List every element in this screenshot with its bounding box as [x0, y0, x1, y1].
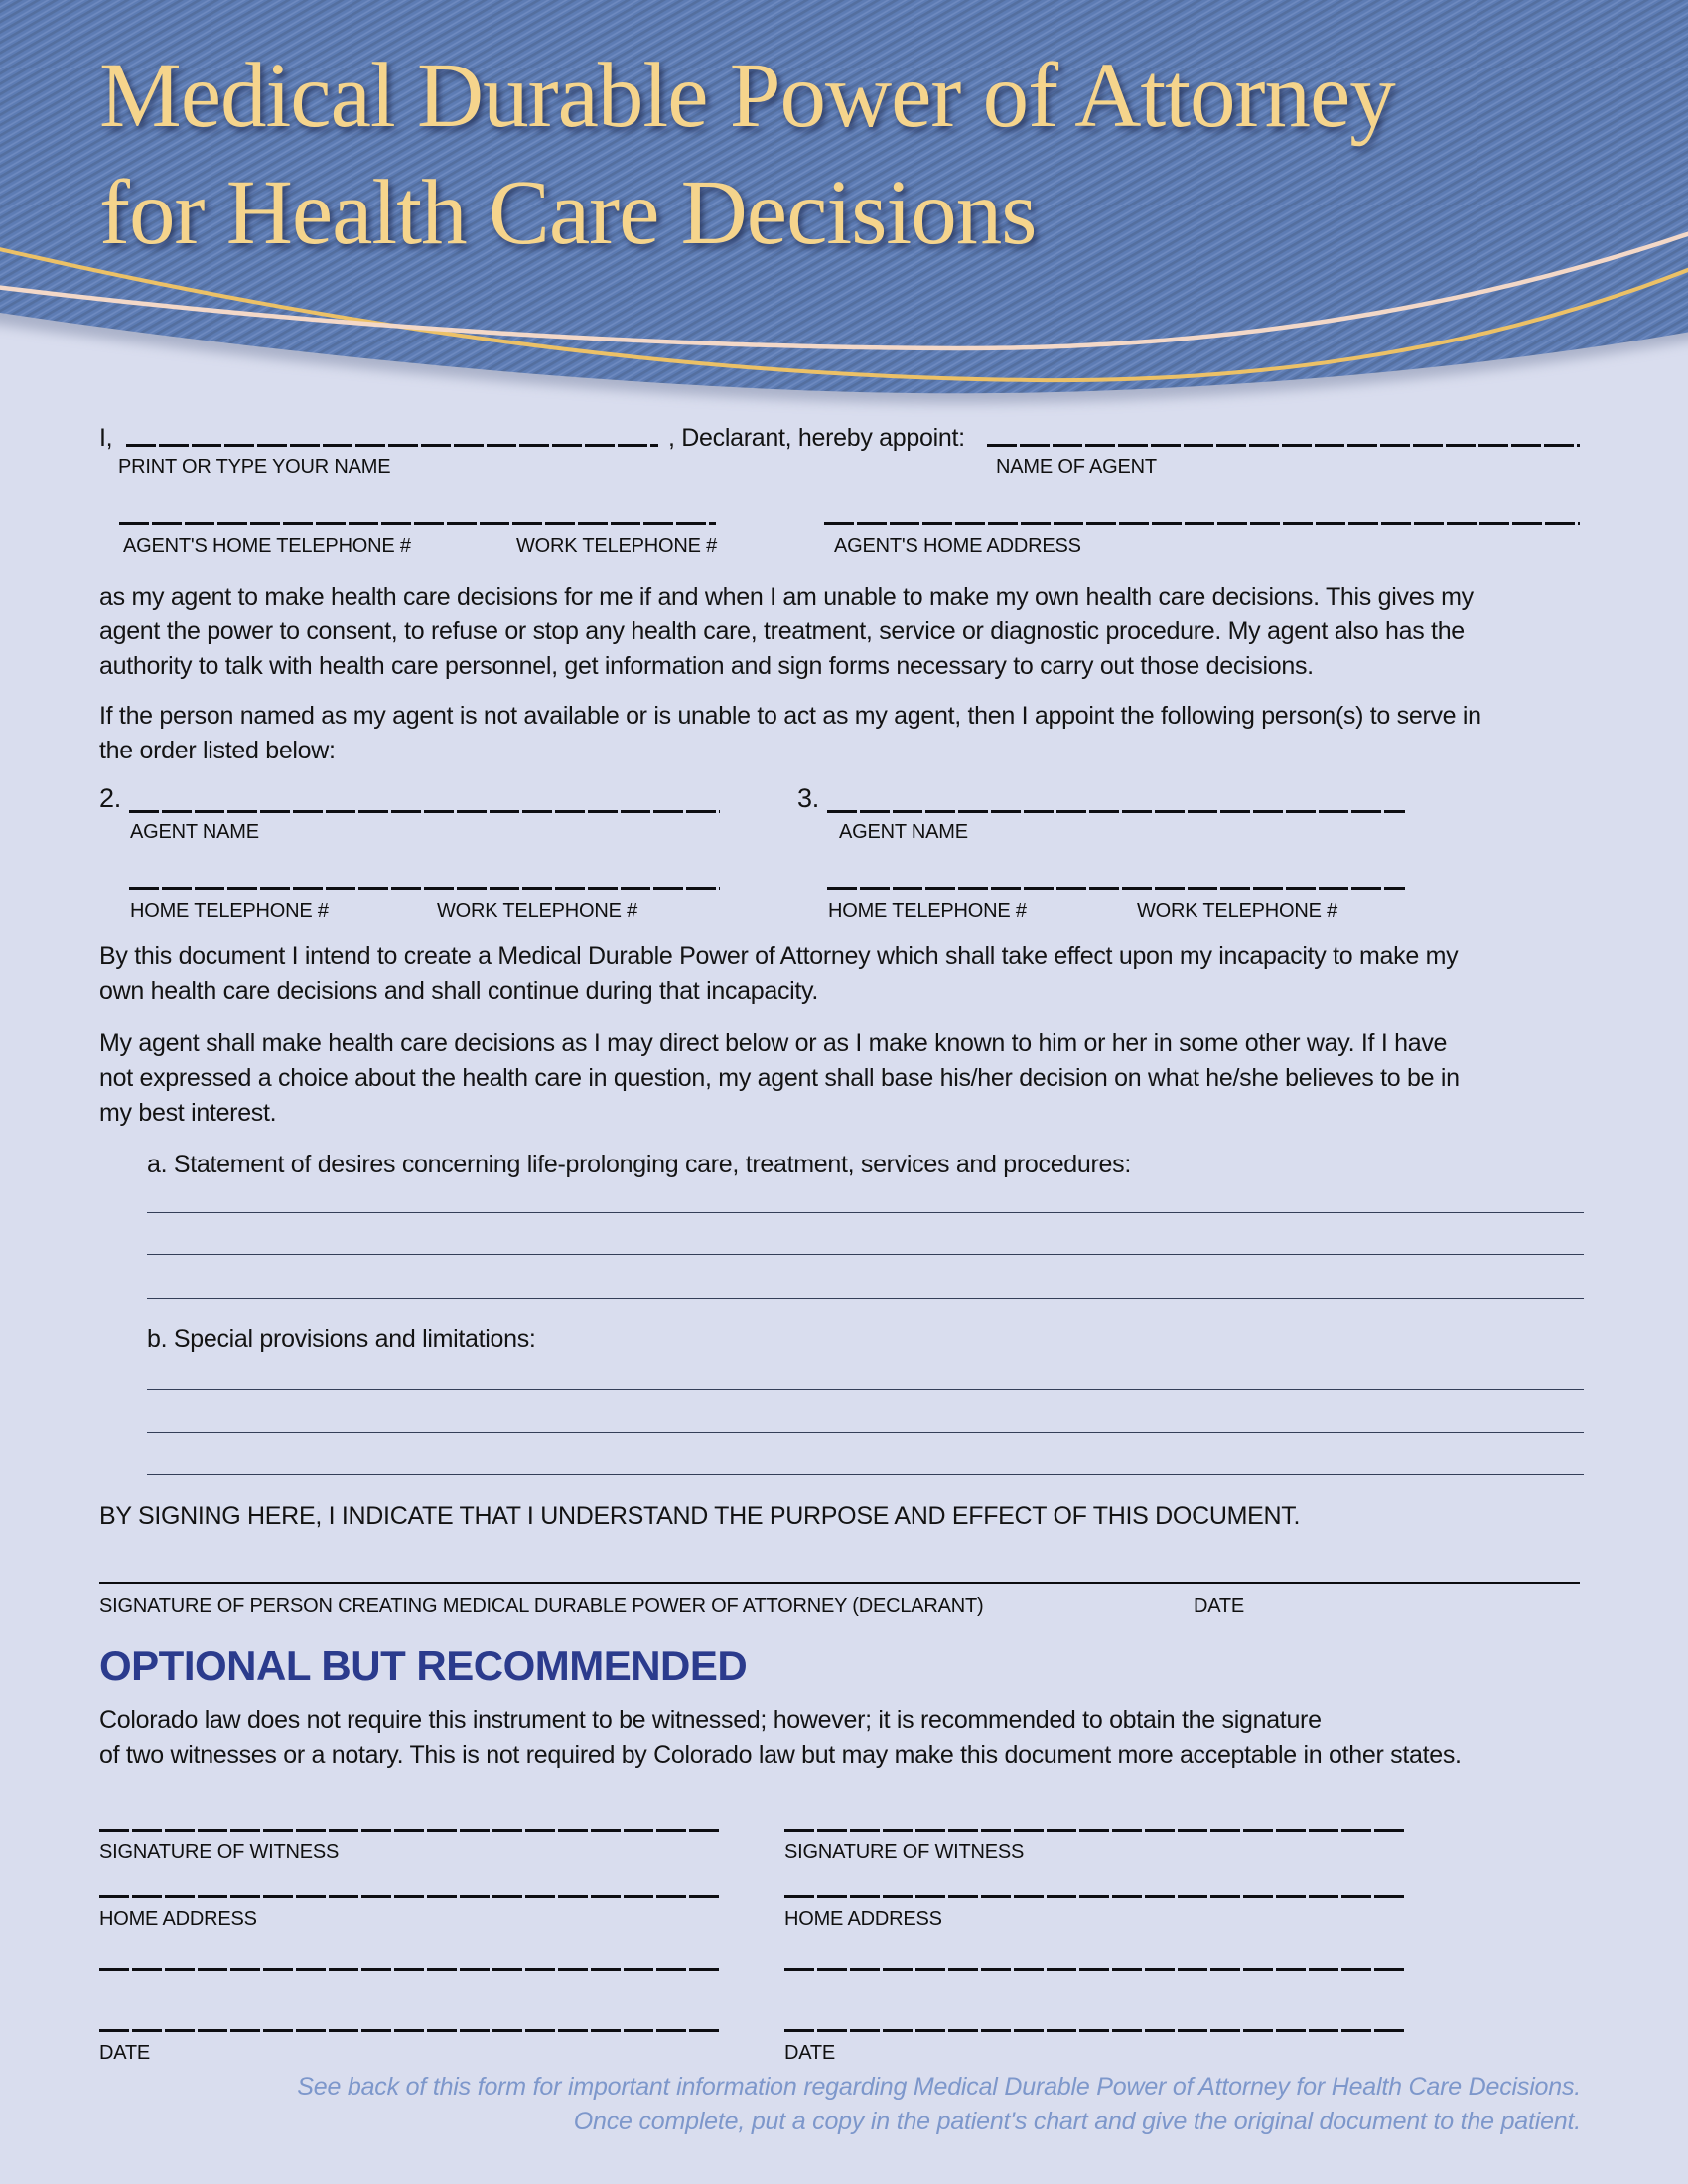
paragraph-line: If the person named as my agent is not available or is unable to act as my agent, then I appoint the following person(s) to serve in [99, 702, 1481, 730]
agent3-work-phone-label: WORK TELEPHONE # [1137, 900, 1338, 922]
agent3-phones-field[interactable] [827, 887, 1405, 890]
document-title-line1: Medical Durable Power of Attorney [99, 45, 1395, 147]
agent3-name-field[interactable] [827, 810, 1405, 813]
agent2-name-label: AGENT NAME [130, 821, 259, 843]
section-a-heading: a. Statement of desires concerning life-prolonging care, treatment, services and procedures: [147, 1151, 1131, 1178]
declarant-prefix: I, [99, 424, 113, 452]
witness1-address-label: HOME ADDRESS [99, 1908, 257, 1930]
witness1-address-field[interactable] [99, 1895, 720, 1898]
witness2-signature-label: SIGNATURE OF WITNESS [784, 1842, 1025, 1863]
paragraph-line: as my agent to make health care decisions for me if and when I am unable to make my own health care decisions. This gives my [99, 583, 1474, 611]
paragraph-successor-agents [99, 699, 1481, 768]
paragraph-line: authority to talk with health care personnel, get information and sign forms necessary to carry out those decisions. [99, 652, 1314, 680]
section-b-heading: b. Special provisions and limitations: [147, 1325, 536, 1353]
paragraph-line: of two witnesses or a notary. This is not required by Colorado law but may make this document more acceptable in other states. [99, 1741, 1462, 1769]
print-name-label: PRINT OR TYPE YOUR NAME [118, 456, 391, 478]
agent-address-field[interactable] [824, 522, 1580, 525]
agent-phones-field[interactable] [119, 522, 716, 525]
agent2-home-phone-label: HOME TELEPHONE # [130, 900, 329, 922]
agent-home-phone-label: AGENT'S HOME TELEPHONE # [123, 535, 411, 557]
witness2-address-label: HOME ADDRESS [784, 1908, 942, 1930]
agent3-home-phone-label: HOME TELEPHONE # [828, 900, 1027, 922]
witness1-address2-field[interactable] [99, 1968, 720, 1971]
witness2-address-field[interactable] [784, 1895, 1405, 1898]
signing-statement: BY SIGNING HERE, I INDICATE THAT I UNDERSTAND THE PURPOSE AND EFFECT OF THIS DOCUMENT. [99, 1502, 1301, 1530]
footer-line2: Once complete, put a copy in the patient's chart and give the original document to the patient. [573, 2108, 1581, 2135]
paragraph-line: agent the power to consent, to refuse or stop any health care, treatment, service or diagnostic procedure. My agent also has the [99, 617, 1465, 645]
agent2-work-phone-label: WORK TELEPHONE # [437, 900, 638, 922]
paragraph-line: By this document I intend to create a Medical Durable Power of Attorney which shall take effect upon my incapacity to make my [99, 942, 1459, 970]
witness1-date-label: DATE [99, 2042, 151, 2064]
declarant-signature-label: SIGNATURE OF PERSON CREATING MEDICAL DURABLE POWER OF ATTORNEY (DECLARANT) [99, 1595, 984, 1617]
agent-name-field[interactable] [987, 444, 1580, 447]
section-a-writing-line-1[interactable] [147, 1212, 1584, 1213]
footer-note [99, 2073, 1581, 2142]
section-b-writing-line-2[interactable] [147, 1432, 1584, 1433]
section-a-writing-line-2[interactable] [147, 1254, 1584, 1255]
declarant-signature-field[interactable] [99, 1582, 1580, 1584]
name-of-agent-label: NAME OF AGENT [996, 456, 1157, 478]
agent2-number: 2. [99, 783, 121, 813]
paragraph-decision-basis [99, 1026, 1460, 1131]
section-b-writing-line-3[interactable] [147, 1474, 1584, 1475]
witness1-signature-label: SIGNATURE OF WITNESS [99, 1842, 340, 1863]
agent-home-address-label: AGENT'S HOME ADDRESS [834, 535, 1081, 557]
witness2-address2-field[interactable] [784, 1968, 1405, 1971]
footer-line1: See back of this form for important information regarding Medical Durable Power of Attorney for Health Care Decisions. [297, 2073, 1581, 2101]
agent2-phones-field[interactable] [129, 887, 720, 890]
paragraph-line: Colorado law does not require this instrument to be witnessed; however; it is recommended to obtain the signature [99, 1706, 1322, 1734]
paragraph-line: not expressed a choice about the health care in question, my agent shall base his/her decision on what he/she believes to be in [99, 1064, 1460, 1092]
declarant-name-field[interactable] [126, 444, 658, 447]
paragraph-line: the order listed below: [99, 737, 336, 764]
section-b-writing-line-1[interactable] [147, 1389, 1584, 1390]
paragraph-line: My agent shall make health care decisions as I may direct below or as I make known to him or her in some other way. If I have [99, 1029, 1448, 1057]
optional-section-heading: OPTIONAL BUT RECOMMENDED [99, 1642, 748, 1689]
witness2-date-label: DATE [784, 2042, 836, 2064]
declarant-date-label: DATE [1194, 1595, 1245, 1617]
witness1-signature-field[interactable] [99, 1829, 720, 1832]
paragraph-line: my best interest. [99, 1099, 277, 1127]
document-title [99, 38, 1609, 272]
paragraph-line: own health care decisions and shall continue during that incapacity. [99, 977, 819, 1005]
witness2-date-field[interactable] [784, 2029, 1405, 2032]
agent-work-phone-label: WORK TELEPHONE # [516, 535, 718, 557]
paragraph-agent-powers [99, 580, 1474, 684]
witness1-date-field[interactable] [99, 2029, 720, 2032]
declarant-appoint-text: , Declarant, hereby appoint: [668, 424, 965, 452]
optional-section-paragraph [99, 1704, 1462, 1773]
witness2-signature-field[interactable] [784, 1829, 1405, 1832]
section-a-writing-line-3[interactable] [147, 1298, 1584, 1299]
document-title-line2: for Health Care Decisions [99, 162, 1037, 264]
paragraph-intent [99, 939, 1458, 1009]
agent2-name-field[interactable] [129, 810, 720, 813]
agent3-number: 3. [797, 783, 819, 813]
agent3-name-label: AGENT NAME [839, 821, 968, 843]
